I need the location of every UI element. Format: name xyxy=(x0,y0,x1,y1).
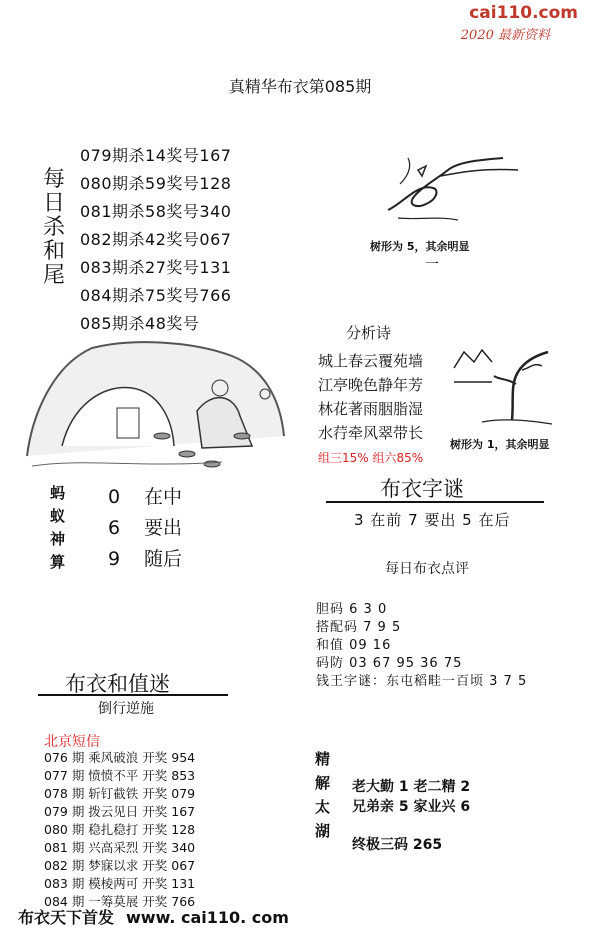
side-title-char: 和 xyxy=(42,239,65,264)
kill-list xyxy=(80,142,231,338)
poem-line: 江亭晚色静年芳 xyxy=(318,376,424,394)
tree-caption-2: 树形为 1，其余明显 xyxy=(450,438,550,451)
sms-row: 082 期 梦寐以求 开奖 067 xyxy=(44,858,196,873)
daily-review xyxy=(316,601,527,691)
tree-caption-1: 树形为 5，其余明显 xyxy=(370,240,470,253)
taihu-char: 精 xyxy=(315,750,331,768)
sms-row: 080 期 稳扎稳打 开奖 128 xyxy=(44,822,196,837)
riddle-title: 布衣字谜 xyxy=(380,477,464,501)
kill-row: 085期杀48奖号 xyxy=(80,314,200,333)
side-title-char: 日 xyxy=(42,191,65,216)
taihu-line: 老大勤 1 老二精 2 xyxy=(352,779,471,795)
ant-char: 蚂 xyxy=(50,484,66,502)
ant-num: 6 xyxy=(108,517,121,539)
review-row: 搭配码 7 9 5 xyxy=(316,620,402,635)
tree-sketch-2 xyxy=(452,340,562,428)
sms-row: 079 期 拨云见日 开奖 167 xyxy=(44,804,196,819)
ant-num: 0 xyxy=(108,486,121,508)
ant-char: 神 xyxy=(50,530,66,548)
ant-row xyxy=(108,482,182,512)
cave-scene-sketch xyxy=(22,336,292,478)
tree-sketch-1 xyxy=(378,148,528,228)
tagline: 2020 最新资料 xyxy=(460,28,550,43)
footer xyxy=(18,905,301,928)
side-title-char: 尾 xyxy=(42,263,65,288)
caption-mark: 一 xyxy=(425,257,439,273)
footer-slogan: 布衣天下首发 xyxy=(18,908,115,927)
sms-title: 北京短信 xyxy=(44,734,100,750)
sms-row: 077 期 愤愤不平 开奖 853 xyxy=(44,768,196,783)
brand-logo: cai110.com xyxy=(469,3,578,23)
footer-url[interactable]: www. cai110. com xyxy=(126,908,289,927)
riddle-text: 3 在前 7 要出 5 在后 xyxy=(354,511,511,529)
taihu-label xyxy=(315,747,333,843)
analysis-poem xyxy=(318,322,423,466)
sms-list xyxy=(44,749,195,911)
kill-row: 083期杀27奖号131 xyxy=(80,258,232,277)
ant-char: 算 xyxy=(50,553,66,571)
taihu-final-three: 终极三码 265 xyxy=(352,837,443,853)
taihu-line: 兄弟亲 5 家业兴 6 xyxy=(352,799,471,815)
kill-row: 084期杀75奖号766 xyxy=(80,286,232,305)
side-title-char: 杀 xyxy=(42,215,65,240)
kill-row: 079期杀14奖号167 xyxy=(80,146,232,165)
ant-text: 在中 xyxy=(144,486,183,508)
sms-row: 084 期 一筹莫展 开奖 766 xyxy=(44,894,196,909)
kill-row: 081期杀58奖号340 xyxy=(80,202,232,221)
riddle-divider xyxy=(326,501,544,503)
review-row: 钱王字谜：东屯稻畦一百顷 3 7 5 xyxy=(316,674,528,689)
review-row: 和值 09 16 xyxy=(316,638,392,653)
ant-char: 蚁 xyxy=(50,507,66,525)
kill-row: 080期杀59奖号128 xyxy=(80,174,232,193)
poem-line: 林花著雨胭脂湿 xyxy=(318,400,424,418)
sms-row: 081 期 兴高采烈 开奖 340 xyxy=(44,840,196,855)
side-title xyxy=(40,168,68,288)
taihu-char: 湖 xyxy=(315,822,331,840)
poem-line: 城上春云覆苑墙 xyxy=(318,352,424,370)
side-title-char: 每 xyxy=(42,167,65,192)
ant-calc-label xyxy=(50,482,65,574)
sms-row: 083 期 模棱两可 开奖 131 xyxy=(44,876,196,891)
kill-row: 082期杀42奖号067 xyxy=(80,230,232,249)
ant-num: 9 xyxy=(108,548,121,570)
review-row: 码防 03 67 95 36 75 xyxy=(316,656,463,671)
taihu-char: 太 xyxy=(315,798,331,816)
poem-line: 水荇牵风翠带长 xyxy=(318,424,424,442)
taihu-char: 解 xyxy=(315,774,331,792)
ant-text: 随后 xyxy=(144,548,183,570)
ant-row xyxy=(108,513,182,543)
sms-row: 076 期 乘风破浪 开奖 954 xyxy=(44,750,196,765)
sum-riddle-title: 布衣和值迷 xyxy=(65,672,170,696)
poem-stat: 组三15% 组六85% xyxy=(318,451,424,465)
ant-text: 要出 xyxy=(144,517,183,539)
sum-divider xyxy=(38,694,228,696)
poem-title: 分析诗 xyxy=(346,324,392,342)
review-title: 每日布衣点评 xyxy=(385,561,469,577)
ant-row xyxy=(108,544,182,574)
review-row: 胆码 6 3 0 xyxy=(316,602,388,617)
page-title: 真精华布衣第085期 xyxy=(228,77,372,96)
sum-riddle-text: 倒行逆施 xyxy=(98,701,154,717)
sms-row: 078 期 斩钉截铁 开奖 079 xyxy=(44,786,196,801)
